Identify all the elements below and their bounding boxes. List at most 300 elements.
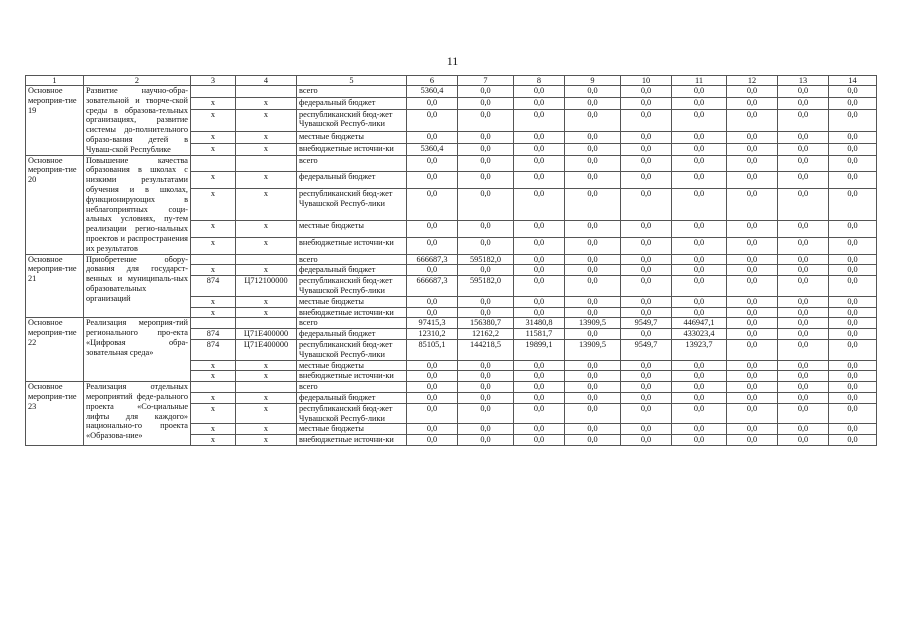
grbs-code: 874 xyxy=(191,276,236,297)
amount-cell: 0,0 xyxy=(565,329,621,340)
amount-cell: 0,0 xyxy=(514,86,565,98)
amount-cell: 0,0 xyxy=(565,155,621,172)
amount-cell: 0,0 xyxy=(778,97,829,109)
amount-cell: 595182,0 xyxy=(458,276,514,297)
grbs-code: x xyxy=(191,403,236,424)
amount-cell: 0,0 xyxy=(727,221,778,238)
amount-cell: 0,0 xyxy=(514,221,565,238)
grbs-code: x xyxy=(191,221,236,238)
target-article-code: x xyxy=(236,392,297,403)
column-header: 4 xyxy=(236,76,297,86)
amount-cell: 0,0 xyxy=(621,435,672,446)
amount-cell: 0,0 xyxy=(458,360,514,371)
grbs-code xyxy=(191,318,236,329)
amount-cell: 0,0 xyxy=(565,131,621,143)
column-header: 12 xyxy=(727,76,778,86)
amount-cell: 0,0 xyxy=(829,237,877,254)
amount-cell: 31480,8 xyxy=(514,318,565,329)
target-article-code xyxy=(236,155,297,172)
funding-source: федеральный бюджет xyxy=(297,97,407,109)
amount-cell: 0,0 xyxy=(672,403,727,424)
amount-cell: 0,0 xyxy=(727,189,778,221)
amount-cell: 0,0 xyxy=(407,237,458,254)
amount-cell: 0,0 xyxy=(672,131,727,143)
amount-cell: 0,0 xyxy=(458,97,514,109)
amount-cell: 0,0 xyxy=(621,403,672,424)
amount-cell: 0,0 xyxy=(565,371,621,382)
measure-id: Основное мероприя-тие 20 xyxy=(26,155,84,254)
amount-cell: 0,0 xyxy=(514,403,565,424)
funding-source: федеральный бюджет xyxy=(297,329,407,340)
amount-cell: 0,0 xyxy=(672,155,727,172)
target-article-code: x xyxy=(236,172,297,189)
amount-cell: 0,0 xyxy=(672,143,727,155)
amount-cell: 0,0 xyxy=(565,86,621,98)
amount-cell: 0,0 xyxy=(458,131,514,143)
funding-source: внебюджетные источни-ки xyxy=(297,143,407,155)
amount-cell: 0,0 xyxy=(829,86,877,98)
amount-cell: 0,0 xyxy=(829,339,877,360)
amount-cell: 0,0 xyxy=(829,435,877,446)
amount-cell: 0,0 xyxy=(458,109,514,131)
amount-cell: 0,0 xyxy=(514,131,565,143)
target-article-code: x xyxy=(236,189,297,221)
amount-cell: 0,0 xyxy=(727,254,778,265)
amount-cell: 0,0 xyxy=(672,392,727,403)
funding-source: местные бюджеты xyxy=(297,296,407,307)
amount-cell: 0,0 xyxy=(829,254,877,265)
funding-source: местные бюджеты xyxy=(297,424,407,435)
grbs-code: x xyxy=(191,424,236,435)
amount-cell: 0,0 xyxy=(565,265,621,276)
funding-source: республиканский бюд-жет Чувашской Респуб-лики xyxy=(297,276,407,297)
amount-cell: 0,0 xyxy=(778,143,829,155)
target-article-code: x xyxy=(236,424,297,435)
amount-cell: 0,0 xyxy=(565,392,621,403)
amount-cell: 0,0 xyxy=(727,392,778,403)
funding-source: местные бюджеты xyxy=(297,360,407,371)
amount-cell: 0,0 xyxy=(407,221,458,238)
amount-cell: 0,0 xyxy=(778,329,829,340)
grbs-code: x xyxy=(191,131,236,143)
amount-cell: 11581,7 xyxy=(514,329,565,340)
amount-cell: 0,0 xyxy=(565,307,621,318)
amount-cell: 0,0 xyxy=(514,97,565,109)
amount-cell: 0,0 xyxy=(458,172,514,189)
amount-cell: 0,0 xyxy=(829,392,877,403)
amount-cell: 0,0 xyxy=(514,392,565,403)
amount-cell: 0,0 xyxy=(514,424,565,435)
budget-table xyxy=(25,75,877,446)
amount-cell: 0,0 xyxy=(778,307,829,318)
measure-description: Развитие научно-обра-зовательной и творче-ской среды в образова-тельных организациях, развитие системы до-полнительного образо-вания детей в Чуваш-ской Республике xyxy=(84,86,191,156)
funding-source: республиканский бюд-жет Чувашской Респуб-лики xyxy=(297,339,407,360)
amount-cell: 0,0 xyxy=(672,254,727,265)
amount-cell: 0,0 xyxy=(621,392,672,403)
amount-cell: 0,0 xyxy=(407,172,458,189)
amount-cell: 0,0 xyxy=(621,155,672,172)
amount-cell: 0,0 xyxy=(672,307,727,318)
funding-source: всего xyxy=(297,254,407,265)
amount-cell: 0,0 xyxy=(778,382,829,393)
amount-cell: 0,0 xyxy=(829,424,877,435)
column-header: 5 xyxy=(297,76,407,86)
grbs-code: x xyxy=(191,143,236,155)
amount-cell: 0,0 xyxy=(565,221,621,238)
amount-cell: 0,0 xyxy=(565,237,621,254)
amount-cell: 0,0 xyxy=(407,189,458,221)
amount-cell: 0,0 xyxy=(829,318,877,329)
funding-source: внебюджетные источни-ки xyxy=(297,435,407,446)
amount-cell: 0,0 xyxy=(514,307,565,318)
target-article-code: x xyxy=(236,403,297,424)
amount-cell: 0,0 xyxy=(778,254,829,265)
amount-cell: 0,0 xyxy=(621,143,672,155)
amount-cell: 0,0 xyxy=(407,97,458,109)
amount-cell: 0,0 xyxy=(829,276,877,297)
column-header: 13 xyxy=(778,76,829,86)
amount-cell: 0,0 xyxy=(407,424,458,435)
amount-cell: 0,0 xyxy=(778,392,829,403)
amount-cell: 0,0 xyxy=(778,86,829,98)
column-header: 11 xyxy=(672,76,727,86)
measure-description: Повышение качества образования в школах с низкими результатами обучения и в школах, функционирующих в неблагоприятных соци-альных условиях, пу-тем реализации регио-нальных проектов и распространения их результатов xyxy=(84,155,191,254)
amount-cell: 0,0 xyxy=(407,392,458,403)
funding-source: внебюджетные источни-ки xyxy=(297,307,407,318)
amount-cell: 0,0 xyxy=(514,109,565,131)
grbs-code: 874 xyxy=(191,329,236,340)
amount-cell: 5360,4 xyxy=(407,86,458,98)
amount-cell: 595182,0 xyxy=(458,254,514,265)
amount-cell: 0,0 xyxy=(565,143,621,155)
amount-cell: 0,0 xyxy=(565,97,621,109)
amount-cell: 0,0 xyxy=(672,296,727,307)
amount-cell: 0,0 xyxy=(565,109,621,131)
amount-cell: 0,0 xyxy=(778,403,829,424)
amount-cell: 433023,4 xyxy=(672,329,727,340)
table-row xyxy=(26,254,877,265)
amount-cell: 0,0 xyxy=(829,382,877,393)
amount-cell: 0,0 xyxy=(621,237,672,254)
target-article-code: x xyxy=(236,143,297,155)
amount-cell: 0,0 xyxy=(778,172,829,189)
amount-cell: 0,0 xyxy=(458,86,514,98)
amount-cell: 0,0 xyxy=(514,382,565,393)
table-row xyxy=(26,86,877,98)
amount-cell: 9549,7 xyxy=(621,318,672,329)
amount-cell: 0,0 xyxy=(829,360,877,371)
amount-cell: 0,0 xyxy=(621,109,672,131)
amount-cell: 0,0 xyxy=(565,254,621,265)
amount-cell: 0,0 xyxy=(514,371,565,382)
amount-cell: 0,0 xyxy=(458,221,514,238)
amount-cell: 97415,3 xyxy=(407,318,458,329)
grbs-code xyxy=(191,382,236,393)
amount-cell: 0,0 xyxy=(407,296,458,307)
amount-cell: 0,0 xyxy=(778,296,829,307)
amount-cell: 0,0 xyxy=(778,155,829,172)
amount-cell: 0,0 xyxy=(407,360,458,371)
funding-source: республиканский бюд-жет Чувашской Респуб-лики xyxy=(297,109,407,131)
amount-cell: 0,0 xyxy=(829,307,877,318)
amount-cell: 0,0 xyxy=(514,237,565,254)
amount-cell: 0,0 xyxy=(514,360,565,371)
funding-source: федеральный бюджет xyxy=(297,172,407,189)
amount-cell: 0,0 xyxy=(727,318,778,329)
target-article-code: x xyxy=(236,237,297,254)
amount-cell: 0,0 xyxy=(727,403,778,424)
amount-cell: 0,0 xyxy=(829,155,877,172)
amount-cell: 0,0 xyxy=(458,392,514,403)
grbs-code: x xyxy=(191,172,236,189)
amount-cell: 0,0 xyxy=(778,109,829,131)
amount-cell: 0,0 xyxy=(778,189,829,221)
amount-cell: 0,0 xyxy=(407,307,458,318)
target-article-code xyxy=(236,86,297,98)
column-header: 6 xyxy=(407,76,458,86)
amount-cell: 0,0 xyxy=(778,237,829,254)
amount-cell: 0,0 xyxy=(672,97,727,109)
funding-source: всего xyxy=(297,155,407,172)
amount-cell: 0,0 xyxy=(727,109,778,131)
target-article-code: x xyxy=(236,109,297,131)
amount-cell: 0,0 xyxy=(565,296,621,307)
grbs-code: x xyxy=(191,435,236,446)
target-article-code: Ц712100000 xyxy=(236,276,297,297)
amount-cell: 0,0 xyxy=(672,189,727,221)
amount-cell: 0,0 xyxy=(829,143,877,155)
amount-cell: 0,0 xyxy=(565,435,621,446)
amount-cell: 0,0 xyxy=(565,424,621,435)
grbs-code xyxy=(191,254,236,265)
amount-cell: 0,0 xyxy=(565,382,621,393)
amount-cell: 0,0 xyxy=(672,172,727,189)
amount-cell: 666687,3 xyxy=(407,254,458,265)
column-header: 2 xyxy=(84,76,191,86)
grbs-code: x xyxy=(191,371,236,382)
target-article-code: x xyxy=(236,371,297,382)
measure-description: Реализация отдельных мероприятий феде-рального проекта «Со-циальные лифты для каждого» национально-го проекта «Образова-ние» xyxy=(84,382,191,446)
measure-id: Основное мероприя-тие 23 xyxy=(26,382,84,446)
amount-cell: 0,0 xyxy=(727,155,778,172)
table-row xyxy=(26,382,877,393)
amount-cell: 13909,5 xyxy=(565,318,621,329)
grbs-code: x xyxy=(191,392,236,403)
amount-cell: 0,0 xyxy=(727,265,778,276)
page-number: 11 xyxy=(446,54,459,68)
amount-cell: 0,0 xyxy=(727,339,778,360)
amount-cell: 0,0 xyxy=(621,424,672,435)
amount-cell: 0,0 xyxy=(458,265,514,276)
amount-cell: 0,0 xyxy=(829,296,877,307)
amount-cell: 0,0 xyxy=(778,276,829,297)
funding-source: федеральный бюджет xyxy=(297,392,407,403)
amount-cell: 0,0 xyxy=(514,254,565,265)
amount-cell: 5360,4 xyxy=(407,143,458,155)
measure-id: Основное мероприя-тие 21 xyxy=(26,254,84,318)
amount-cell: 0,0 xyxy=(514,435,565,446)
amount-cell: 0,0 xyxy=(672,424,727,435)
amount-cell: 0,0 xyxy=(829,172,877,189)
amount-cell: 0,0 xyxy=(778,265,829,276)
amount-cell: 0,0 xyxy=(727,237,778,254)
amount-cell: 0,0 xyxy=(727,382,778,393)
column-header: 9 xyxy=(565,76,621,86)
amount-cell: 0,0 xyxy=(458,382,514,393)
funding-source: всего xyxy=(297,382,407,393)
amount-cell: 0,0 xyxy=(407,265,458,276)
amount-cell: 0,0 xyxy=(621,221,672,238)
amount-cell: 0,0 xyxy=(778,318,829,329)
target-article-code: x xyxy=(236,360,297,371)
amount-cell: 0,0 xyxy=(458,307,514,318)
amount-cell: 446947,1 xyxy=(672,318,727,329)
amount-cell: 0,0 xyxy=(565,172,621,189)
amount-cell: 0,0 xyxy=(672,435,727,446)
amount-cell: 0,0 xyxy=(727,296,778,307)
target-article-code xyxy=(236,318,297,329)
target-article-code: Ц71Е400000 xyxy=(236,329,297,340)
amount-cell: 13923,7 xyxy=(672,339,727,360)
funding-source: внебюджетные источни-ки xyxy=(297,371,407,382)
amount-cell: 0,0 xyxy=(458,155,514,172)
amount-cell: 0,0 xyxy=(565,276,621,297)
funding-source: местные бюджеты xyxy=(297,221,407,238)
target-article-code: x xyxy=(236,435,297,446)
amount-cell: 666687,3 xyxy=(407,276,458,297)
target-article-code xyxy=(236,382,297,393)
amount-cell: 0,0 xyxy=(778,221,829,238)
amount-cell: 0,0 xyxy=(621,371,672,382)
amount-cell: 0,0 xyxy=(778,339,829,360)
amount-cell: 0,0 xyxy=(829,109,877,131)
amount-cell: 0,0 xyxy=(565,403,621,424)
amount-cell: 0,0 xyxy=(621,307,672,318)
target-article-code xyxy=(236,254,297,265)
amount-cell: 156380,7 xyxy=(458,318,514,329)
amount-cell: 0,0 xyxy=(621,189,672,221)
table-row xyxy=(26,155,877,172)
grbs-code: x xyxy=(191,97,236,109)
amount-cell: 0,0 xyxy=(778,424,829,435)
amount-cell: 0,0 xyxy=(621,131,672,143)
amount-cell: 0,0 xyxy=(727,371,778,382)
amount-cell: 12310,2 xyxy=(407,329,458,340)
amount-cell: 85105,1 xyxy=(407,339,458,360)
amount-cell: 0,0 xyxy=(621,254,672,265)
amount-cell: 0,0 xyxy=(514,276,565,297)
amount-cell: 19899,1 xyxy=(514,339,565,360)
column-header: 3 xyxy=(191,76,236,86)
amount-cell: 0,0 xyxy=(621,382,672,393)
amount-cell: 0,0 xyxy=(458,189,514,221)
grbs-code: x xyxy=(191,189,236,221)
amount-cell: 144218,5 xyxy=(458,339,514,360)
grbs-code: x xyxy=(191,360,236,371)
amount-cell: 0,0 xyxy=(514,296,565,307)
amount-cell: 0,0 xyxy=(727,131,778,143)
table-header xyxy=(26,76,877,86)
amount-cell: 0,0 xyxy=(778,435,829,446)
amount-cell: 0,0 xyxy=(829,371,877,382)
amount-cell: 0,0 xyxy=(565,189,621,221)
amount-cell: 0,0 xyxy=(407,435,458,446)
funding-source: местные бюджеты xyxy=(297,131,407,143)
amount-cell: 0,0 xyxy=(778,131,829,143)
amount-cell: 0,0 xyxy=(672,237,727,254)
header-row xyxy=(26,76,877,86)
amount-cell: 0,0 xyxy=(514,172,565,189)
amount-cell: 13909,5 xyxy=(565,339,621,360)
amount-cell: 0,0 xyxy=(458,143,514,155)
amount-cell: 0,0 xyxy=(458,403,514,424)
measure-id: Основное мероприя-тие 19 xyxy=(26,86,84,156)
grbs-code: x xyxy=(191,296,236,307)
funding-source: республиканский бюд-жет Чувашской Респуб-лики xyxy=(297,403,407,424)
grbs-code xyxy=(191,155,236,172)
amount-cell: 0,0 xyxy=(621,276,672,297)
grbs-code xyxy=(191,86,236,98)
amount-cell: 0,0 xyxy=(514,189,565,221)
amount-cell: 0,0 xyxy=(407,403,458,424)
amount-cell: 0,0 xyxy=(672,360,727,371)
column-header: 14 xyxy=(829,76,877,86)
target-article-code: Ц71Е400000 xyxy=(236,339,297,360)
amount-cell: 0,0 xyxy=(727,86,778,98)
amount-cell: 0,0 xyxy=(727,143,778,155)
amount-cell: 0,0 xyxy=(621,172,672,189)
target-article-code: x xyxy=(236,296,297,307)
amount-cell: 0,0 xyxy=(621,360,672,371)
amount-cell: 0,0 xyxy=(672,109,727,131)
amount-cell: 0,0 xyxy=(727,424,778,435)
amount-cell: 0,0 xyxy=(829,265,877,276)
grbs-code: x xyxy=(191,109,236,131)
column-header: 1 xyxy=(26,76,84,86)
amount-cell: 0,0 xyxy=(672,265,727,276)
amount-cell: 0,0 xyxy=(829,97,877,109)
target-article-code: x xyxy=(236,307,297,318)
amount-cell: 0,0 xyxy=(621,97,672,109)
amount-cell: 0,0 xyxy=(458,237,514,254)
amount-cell: 0,0 xyxy=(727,276,778,297)
amount-cell: 0,0 xyxy=(621,265,672,276)
measure-description: Приобретение обору-дования для государст-венных и муниципаль-ных образовательных организаций xyxy=(84,254,191,318)
column-header: 10 xyxy=(621,76,672,86)
target-article-code: x xyxy=(236,265,297,276)
amount-cell: 0,0 xyxy=(829,403,877,424)
funding-source: федеральный бюджет xyxy=(297,265,407,276)
amount-cell: 0,0 xyxy=(672,371,727,382)
amount-cell: 0,0 xyxy=(672,382,727,393)
amount-cell: 0,0 xyxy=(829,131,877,143)
amount-cell: 0,0 xyxy=(727,307,778,318)
amount-cell: 0,0 xyxy=(672,221,727,238)
amount-cell: 0,0 xyxy=(458,435,514,446)
amount-cell: 0,0 xyxy=(672,276,727,297)
amount-cell: 0,0 xyxy=(621,296,672,307)
amount-cell: 0,0 xyxy=(514,265,565,276)
amount-cell: 0,0 xyxy=(829,221,877,238)
funding-source: республиканский бюд-жет Чувашской Респуб-лики xyxy=(297,189,407,221)
amount-cell: 0,0 xyxy=(458,296,514,307)
funding-source: всего xyxy=(297,318,407,329)
target-article-code: x xyxy=(236,221,297,238)
amount-cell: 0,0 xyxy=(458,424,514,435)
amount-cell: 0,0 xyxy=(672,86,727,98)
amount-cell: 0,0 xyxy=(829,329,877,340)
amount-cell: 0,0 xyxy=(621,86,672,98)
